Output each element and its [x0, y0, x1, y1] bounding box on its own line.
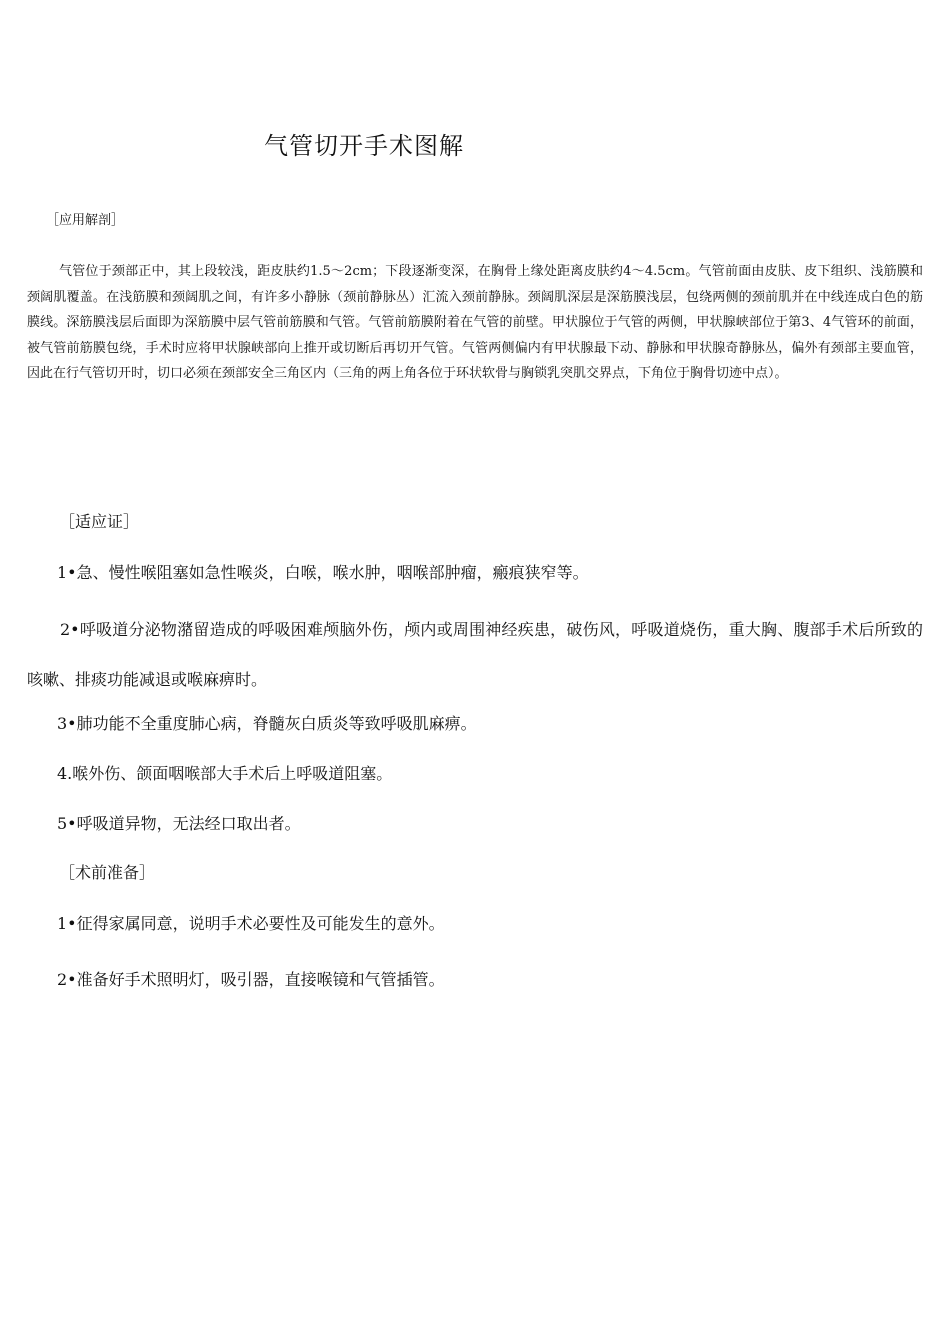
- anatomy-heading: ［应用解剖］: [46, 213, 125, 228]
- anatomy-paragraph: 气管位于颈部正中，其上段较浅，距皮肤约1.5～2cm；下段逐渐变深，在胸骨上缘处距离皮肤约4～4.5cm。气管前面由皮肤、皮下组织、浅筋膜和颈阔肌覆盖。在浅筋膜和颈阔肌之间，有许多小静脉（颈前静脉丛）汇流入颈前静脉。颈阔肌深层是深筋膜浅层，包绕两侧的颈前肌并在中线连成白色的筋膜线。深筋膜浅层后面即为深筋膜中层气管前筋膜和气管。气管前筋膜附着在气管的前壁。甲状腺位于气管的两侧，甲状腺峡部位于第3、4气管环的前面，被气管前筋膜包绕，手术时应将甲状腺峡部向上推开或切断后再切开气管。气管两侧偏内有甲状腺最下动、静脉和甲状腺奇静脉丛，偏外有颈部主要血管，因此在行气管切开时，切口必须在颈部安全三角区内（三角的两上角各位于环状软骨与胸锁乳突肌交界点，下角位于胸骨切迹中点）。: [27, 264, 923, 382]
- preop-item-1: 1•征得家属同意，说明手术必要性及可能发生的意外。: [57, 914, 445, 933]
- indication-item-5: 5•呼吸道异物，无法经口取出者。: [57, 814, 301, 833]
- indication-item-3: 3•肺功能不全重度肺心病，脊髓灰白质炎等致呼吸肌麻痹。: [57, 714, 477, 733]
- indication-item-1: 1•急、慢性喉阻塞如急性喉炎，白喉，喉水肿，咽喉部肿瘤，瘢痕狭窄等。: [57, 563, 589, 582]
- document-title: 气管切开手术图解: [264, 132, 464, 160]
- preop-heading: ［术前准备］: [59, 863, 156, 882]
- indication-item-4: 4.喉外伤、颌面咽喉部大手术后上呼吸道阻塞。: [57, 764, 393, 783]
- preop-item-2: 2•准备好手术照明灯，吸引器，直接喉镜和气管插管。: [57, 970, 445, 989]
- indication-item-2: 2•呼吸道分泌物潴留造成的呼吸困难颅脑外伤，颅内或周围神经疾患，破伤风，呼吸道烧伤，重大胸、腹部手术后所致的咳嗽、排痰功能减退或喉麻痹时。: [27, 620, 923, 689]
- indications-heading: ［适应证］: [59, 512, 140, 531]
